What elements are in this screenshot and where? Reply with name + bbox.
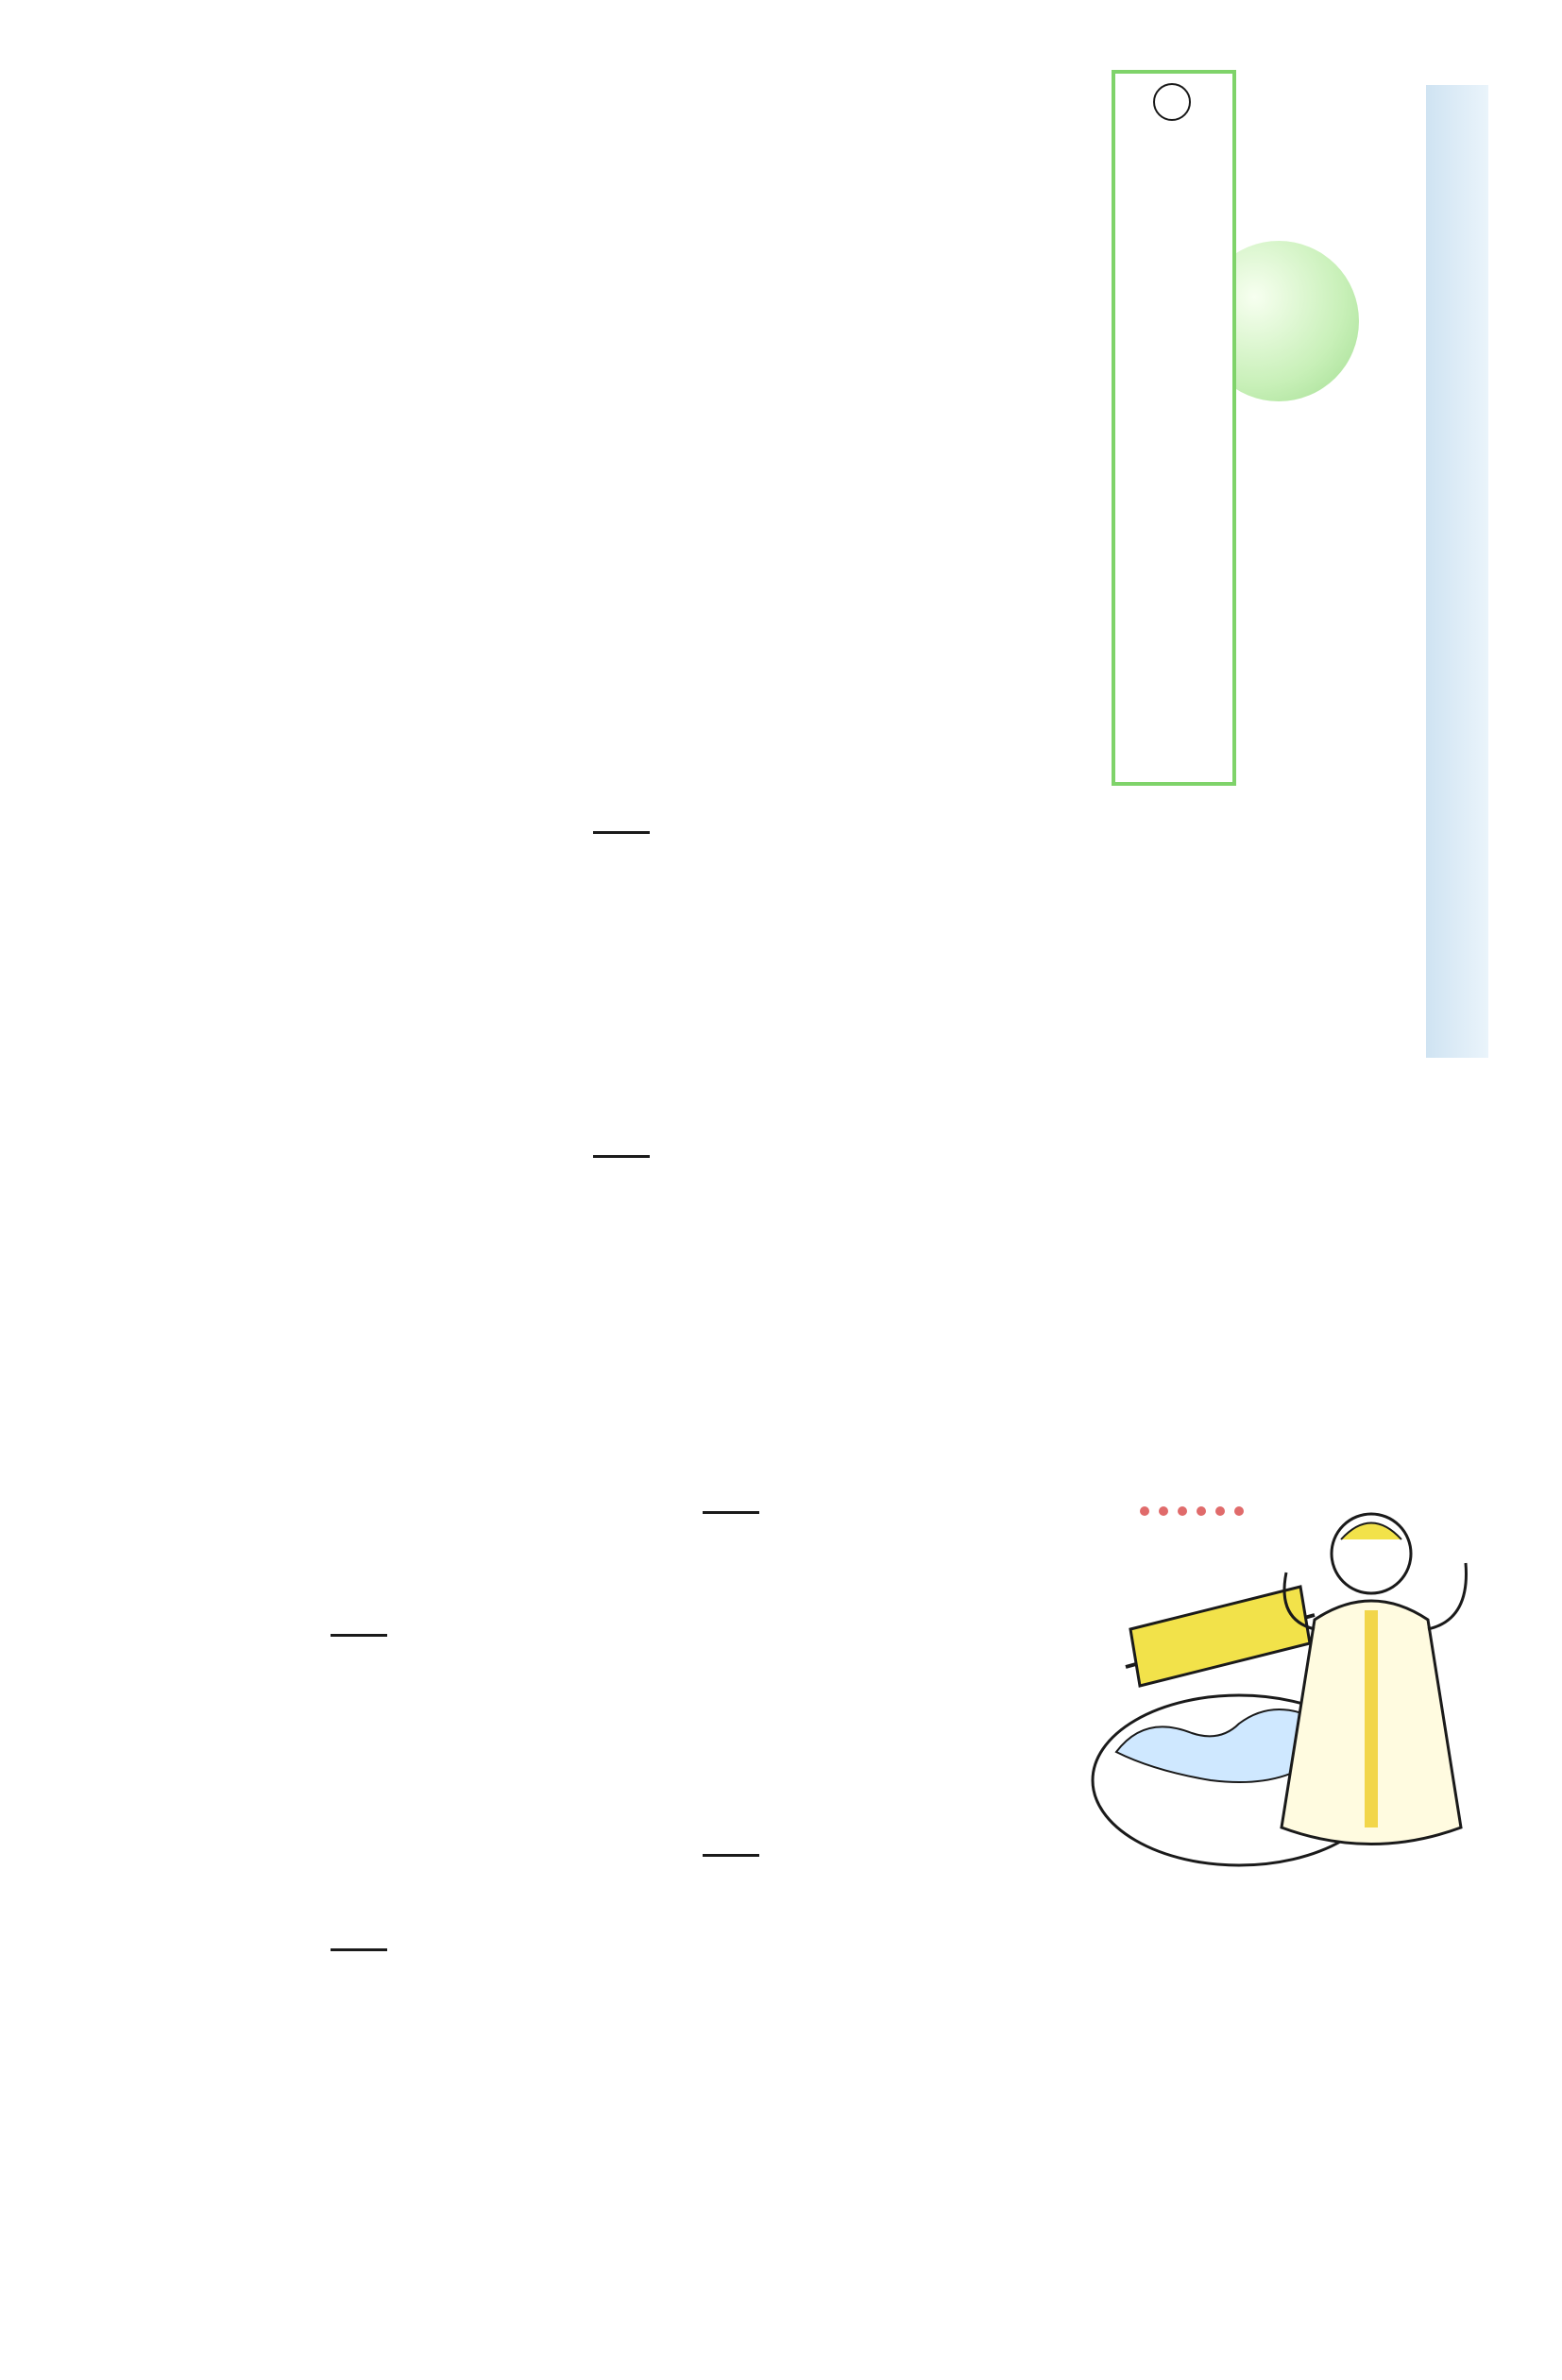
section-heading <box>565 91 625 431</box>
body-column <box>661 79 967 797</box>
decorative-dots <box>1140 1506 1244 1516</box>
body-column <box>812 822 1020 1473</box>
topic-number <box>1153 83 1191 121</box>
section-heading <box>529 444 586 784</box>
pope-figure <box>1282 1514 1467 1844</box>
body-column <box>57 79 351 797</box>
title-band <box>1426 85 1488 1058</box>
body-column <box>57 1624 321 2068</box>
section-heading <box>593 831 650 1158</box>
body-column <box>57 2078 389 2352</box>
topic-box <box>1112 70 1236 786</box>
body-column <box>368 1481 699 1934</box>
section-heading <box>703 1511 759 1857</box>
body-column <box>803 1481 1029 1698</box>
body-column <box>774 1964 1126 2352</box>
series-title-block <box>1345 66 1524 1105</box>
body-column <box>397 2078 767 2352</box>
body-column <box>1133 1964 1511 2352</box>
body-column <box>982 79 1097 797</box>
body-column <box>57 822 368 1473</box>
section-heading <box>331 1634 387 1951</box>
pope-illustration <box>1088 1346 1503 1875</box>
author-block <box>1320 1062 1500 1076</box>
body-column <box>359 79 557 797</box>
body-column <box>376 822 589 1473</box>
